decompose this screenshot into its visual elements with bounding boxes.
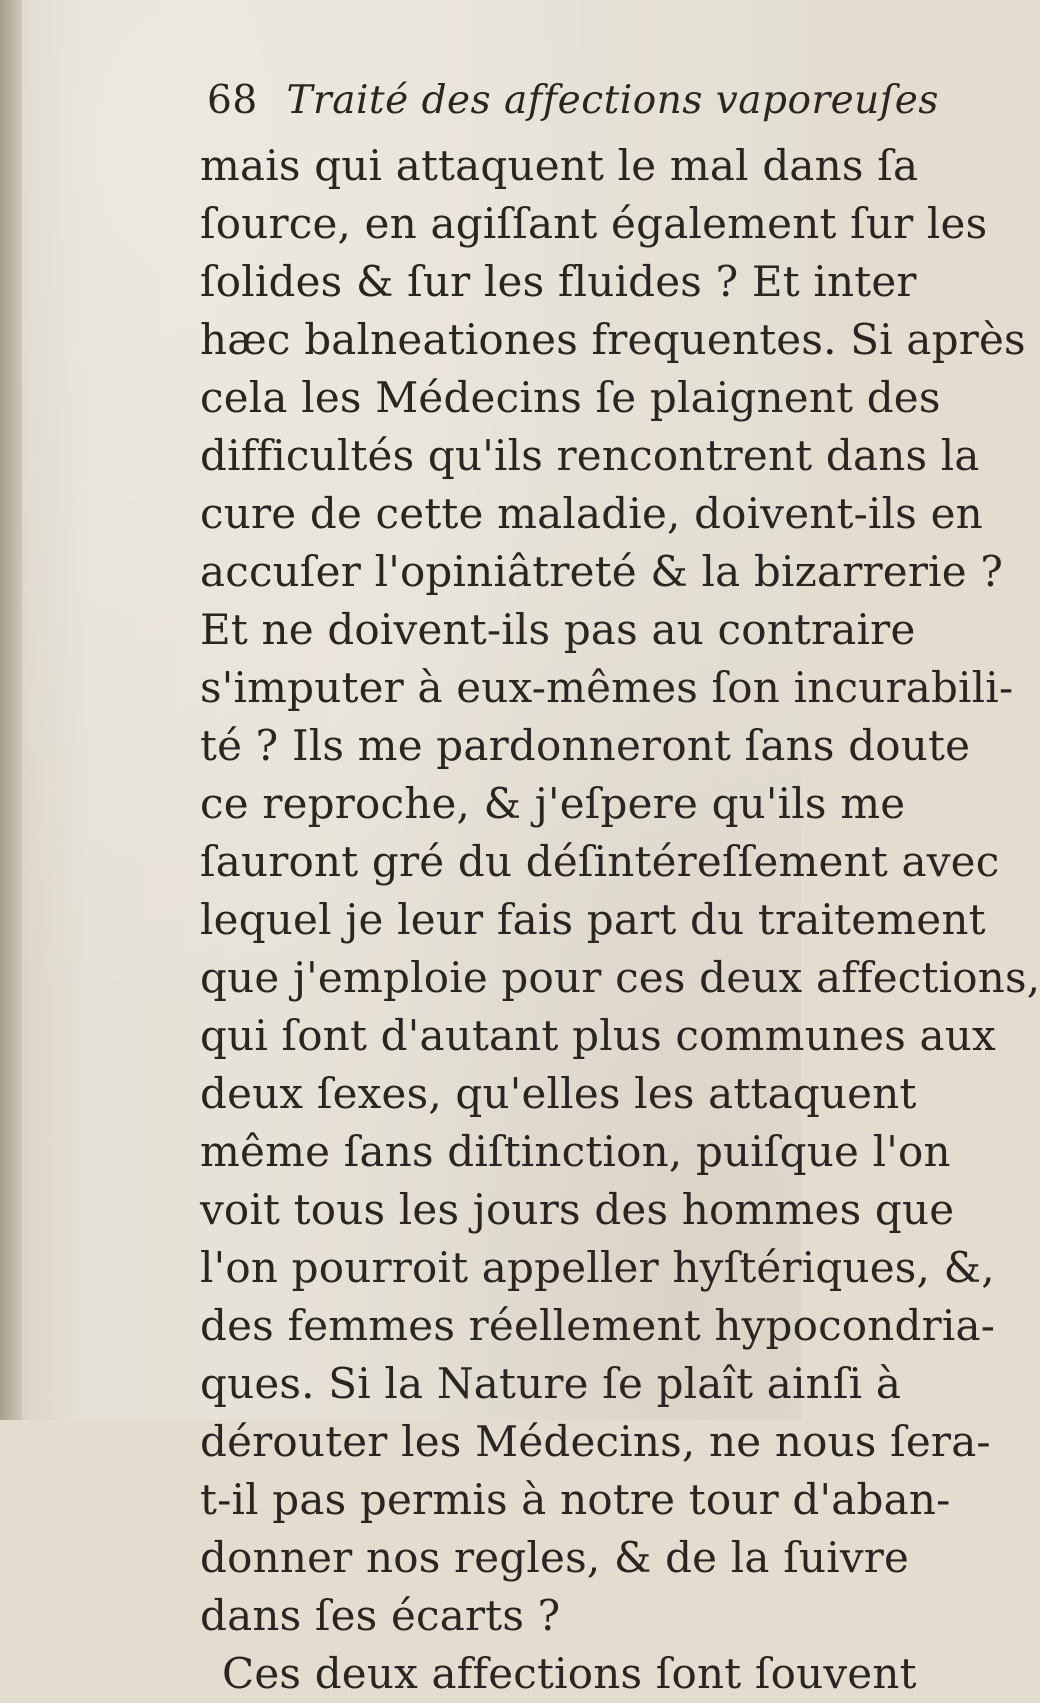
text-line: cure de cette maladie, doivent-ils en xyxy=(200,489,983,538)
text-line: té ? Ils me pardonneront ſans doute xyxy=(200,721,971,770)
text-line: t-il pas permis à notre tour d'aban- xyxy=(200,1475,951,1524)
text-line: ſolides & ſur les fluides ? Et inter xyxy=(200,257,917,306)
text-line: ce reproche, & j'eſpere qu'ils me xyxy=(200,779,906,828)
page-gutter xyxy=(0,0,22,1420)
text-line: ques. Si la Nature ſe plaît ainſi à xyxy=(200,1359,902,1408)
text-line: cela les Médecins ſe plaignent des xyxy=(200,373,941,422)
running-header xyxy=(207,78,939,123)
text-line: dans ſes écarts ? xyxy=(200,1591,561,1640)
text-line: des femmes réellement hypocondria- xyxy=(200,1301,996,1350)
text-line: même ſans diſtinction, puiſque l'on xyxy=(200,1127,951,1176)
page-number: 68 xyxy=(207,78,258,123)
text-line: deux ſexes, qu'elles les attaquent xyxy=(200,1069,917,1118)
text-line: donner nos regles, & de la ſuivre xyxy=(200,1533,910,1582)
text-line: s'imputer à eux-mêmes ſon incurabili- xyxy=(200,663,1014,712)
text-line: ſource, en agiſſant également ſur les xyxy=(200,199,988,248)
text-line: qui ſont d'autant plus communes aux xyxy=(200,1011,996,1060)
running-title: Traité des affections vaporeuſes xyxy=(286,78,939,123)
body-text xyxy=(200,137,1040,1703)
text-line: ſauront gré du déſintéreſſement avec xyxy=(200,837,1000,886)
text-line: voit tous les jours des hommes que xyxy=(200,1185,955,1234)
text-line: lequel je leur fais part du traitement xyxy=(200,895,986,944)
text-line: Et ne doivent-ils pas au contraire xyxy=(200,605,916,654)
text-line: l'on pourroit appeller hyſtériques, &, xyxy=(200,1243,995,1292)
text-line: hæc balneationes frequentes. Si après xyxy=(200,315,1026,364)
text-line: accuſer l'opiniâtreté & la bizarrerie ? xyxy=(200,547,1004,596)
text-line: Ces deux affections ſont ſouvent xyxy=(222,1649,917,1698)
text-line: dérouter les Médecins, ne nous ſera- xyxy=(200,1417,991,1466)
text-line: mais qui attaquent le mal dans ſa xyxy=(200,141,919,190)
text-line: difficultés qu'ils rencontrent dans la xyxy=(200,431,980,480)
text-line: que j'emploie pour ces deux affections, xyxy=(200,953,1040,1002)
